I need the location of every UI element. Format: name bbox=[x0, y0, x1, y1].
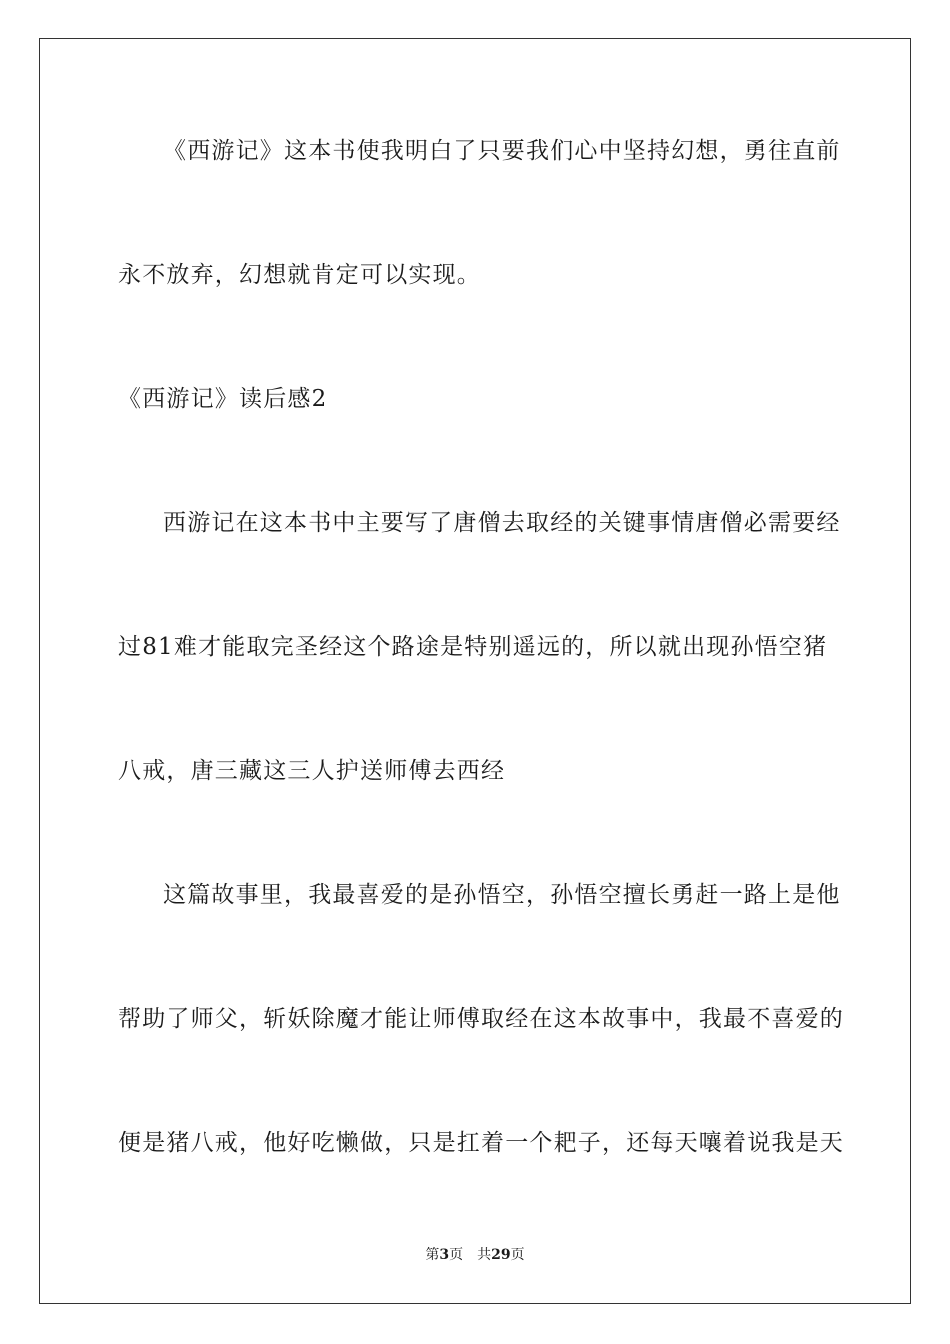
page-footer bbox=[0, 1246, 950, 1264]
total-label-prefix: 共 bbox=[477, 1247, 492, 1263]
total-label-suffix: 页 bbox=[510, 1247, 525, 1263]
paragraph-line: 过81难才能取完圣经这个路途是特别遥远的，所以就出现孙悟空猪 bbox=[118, 634, 828, 660]
total-page-count: 29 bbox=[491, 1247, 511, 1263]
page-border bbox=[39, 38, 911, 1304]
paragraph-line: 八戒，唐三藏这三人护送师傅去西经 bbox=[118, 758, 506, 784]
paragraph-line: 便是猪八戒，他好吃懒做，只是扛着一个耙子，还每天嚷着说我是天 bbox=[118, 1130, 844, 1156]
paragraph-line: 《西游记》这本书使我明白了只要我们心中坚持幻想，勇往直前 bbox=[163, 138, 841, 164]
current-page-number: 3 bbox=[439, 1247, 450, 1263]
paragraph-line: 帮助了师父，斩妖除魔才能让师傅取经在这本故事中，我最不喜爱的 bbox=[118, 1006, 844, 1032]
paragraph-line: 这篇故事里，我最喜爱的是孙悟空，孙悟空擅长勇赶一路上是他 bbox=[163, 882, 841, 908]
page-label-suffix: 页 bbox=[449, 1247, 464, 1263]
section-heading: 《西游记》读后感2 bbox=[118, 386, 328, 412]
paragraph-line: 永不放弃，幻想就肯定可以实现。 bbox=[118, 262, 481, 288]
page-label-prefix: 第 bbox=[425, 1247, 440, 1263]
paragraph-line: 西游记在这本书中主要写了唐僧去取经的关键事情唐僧必需要经 bbox=[163, 510, 841, 536]
